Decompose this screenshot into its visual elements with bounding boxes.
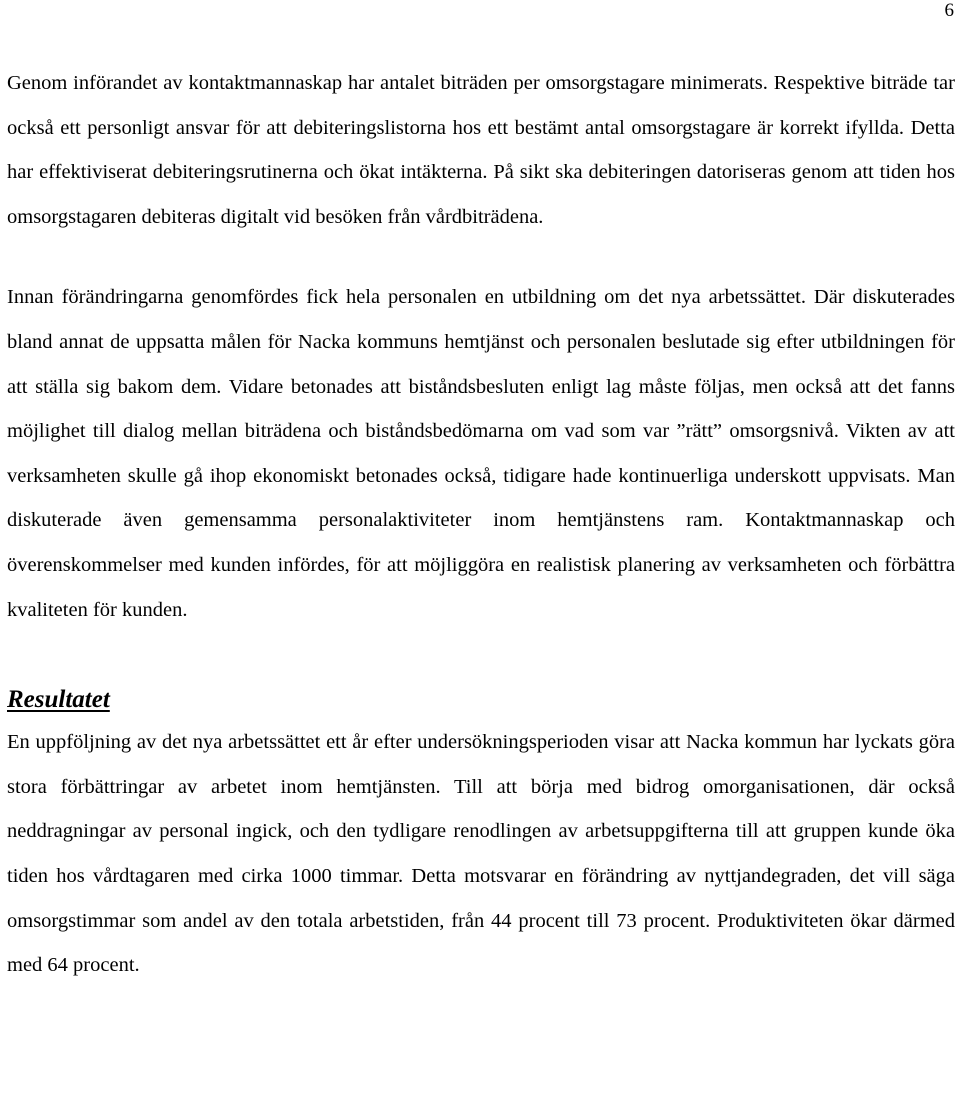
page-number: 6 [944, 0, 954, 21]
paragraph-utbildning: Innan förändringarna genomfördes fick hela personalen en utbildning om det nya arbetssättet. Där diskuterades bland annat de uppsatta målen för Nacka kommuns hemtjänst och personalen beslutade sig efter utbildningen för att ställa sig bakom dem. Vidare betonades att biståndsbesluten enligt lag måste följas, men också att det fanns möjlighet till dialog mellan biträdena och biståndsbedömarna om vad som var ”rätt” omsorgsnivå. Vikten av att verksamheten skulle gå ihop ekonomiskt betonades också, tidigare hade kontinuerliga underskott uppvisats. Man diskuterade även gemensamma personalaktiviteter inom hemtjänstens ram. Kontaktmannaskap och överenskommelser med kunden infördes, för att möjliggöra en realistisk planering av verksamheten och förbättra kvaliteten för kunden. [7, 286, 955, 621]
section-heading-resultatet: Resultatet [7, 686, 110, 714]
document-body [7, 61, 955, 988]
paragraph-resultatet: En uppföljning av det nya arbetssättet ett år efter undersökningsperioden visar att Nacka kommun har lyckats göra stora förbättringar av arbetet inom hemtjänsten. Till att börja med bidrog omorganisationen, där också neddragningar av personal ingick, och den tydligare renodlingen av arbetsuppgifterna till att gruppen kunde öka tiden hos vårdtagaren med cirka 1000 timmar. Detta motsvarar en förändring av nyttjandegraden, det vill säga omsorgstimmar som andel av den totala arbetstiden, från 44 procent till 73 procent. Produktiviteten ökar därmed med 64 procent. [7, 731, 955, 977]
paragraph-kontaktmannaskap: Genom införandet av kontaktmannaskap har antalet biträden per omsorgstagare minimerats. Respektive biträde tar också ett personligt ansvar för att debiteringslistorna hos ett bestämt antal omsorgstagare är korrekt ifyllda. Detta har effektiviserat debiteringsrutinerna och ökat intäkterna. På sikt ska debiteringen datoriseras genom att tiden hos omsorgstagaren debiteras digitalt vid besöken från vårdbiträdena. [7, 72, 955, 228]
